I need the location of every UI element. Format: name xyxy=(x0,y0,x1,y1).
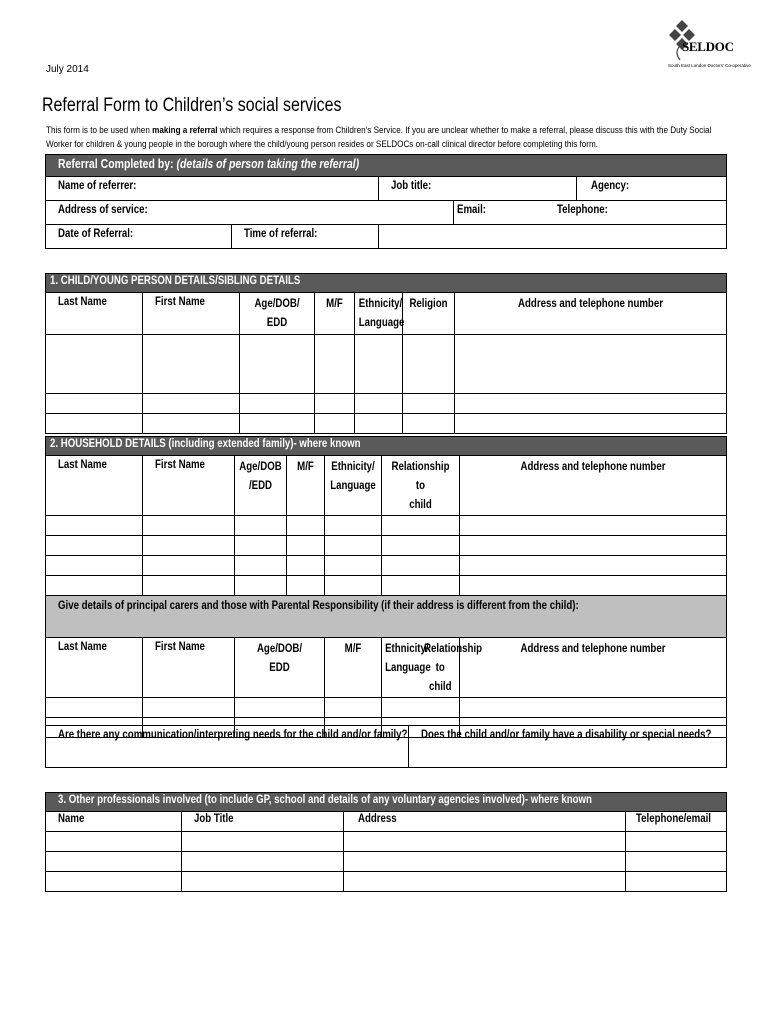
table-cell[interactable] xyxy=(403,394,455,414)
table-cell[interactable] xyxy=(460,536,727,556)
table-cell[interactable] xyxy=(344,872,626,892)
table-cell[interactable] xyxy=(382,698,460,718)
table-cell[interactable] xyxy=(325,536,382,556)
table-cell[interactable] xyxy=(315,394,355,414)
table-cell[interactable] xyxy=(344,832,626,852)
col-first-name: First Name xyxy=(143,293,240,335)
referral-heading: Referral Completed by: (details of person taking the referral) xyxy=(46,155,727,177)
telephone-label: Telephone: xyxy=(556,204,608,216)
table-cell[interactable] xyxy=(46,872,182,892)
table-cell[interactable] xyxy=(46,335,143,394)
col-last-name: Last Name xyxy=(46,638,143,698)
table-cell[interactable] xyxy=(403,414,455,434)
table-cell[interactable] xyxy=(240,335,315,394)
table-cell[interactable] xyxy=(287,556,325,576)
table-cell[interactable] xyxy=(235,536,287,556)
table-cell[interactable] xyxy=(235,698,325,718)
col-first-name: First Name xyxy=(143,456,235,516)
logo-name: SELDOC xyxy=(682,39,734,54)
table-cell[interactable] xyxy=(46,414,143,434)
table-cell[interactable] xyxy=(46,536,143,556)
col-address: Address and telephone number xyxy=(455,293,727,335)
table-cell[interactable] xyxy=(143,516,235,536)
page-title: Referral Form to Children’s social services xyxy=(42,95,342,116)
needs-table xyxy=(45,725,727,768)
table-cell[interactable] xyxy=(355,394,403,414)
table-cell[interactable] xyxy=(235,516,287,536)
table-cell[interactable] xyxy=(46,852,182,872)
disability-needs-field[interactable]: Does the child and/or family have a disability or special needs? xyxy=(409,726,727,768)
table-cell[interactable] xyxy=(143,698,235,718)
table-cell[interactable] xyxy=(315,414,355,434)
table-cell[interactable] xyxy=(382,556,460,576)
table-cell[interactable] xyxy=(626,832,727,852)
table-cell[interactable] xyxy=(382,536,460,556)
col-last-name: Last Name xyxy=(46,293,143,335)
table-cell[interactable] xyxy=(382,576,460,596)
table-cell[interactable] xyxy=(143,414,240,434)
col-age-dob: Age/DOB/ EDD xyxy=(240,293,315,335)
table-cell[interactable] xyxy=(455,414,727,434)
referral-table xyxy=(45,154,727,249)
table-cell[interactable] xyxy=(382,516,460,536)
table-cell[interactable] xyxy=(626,852,727,872)
child-details-table xyxy=(45,273,727,434)
table-cell[interactable] xyxy=(460,576,727,596)
table-cell[interactable] xyxy=(325,576,382,596)
table-cell[interactable] xyxy=(355,335,403,394)
table-cell[interactable] xyxy=(182,832,344,852)
table-cell[interactable] xyxy=(143,335,240,394)
household-table xyxy=(45,436,727,738)
service-address-field[interactable]: Address of service: xyxy=(46,201,454,225)
table-cell[interactable] xyxy=(46,832,182,852)
col-age-dob: Age/DOB/ EDD xyxy=(235,638,325,698)
col-mf: M/F xyxy=(315,293,355,335)
col-relationship: Relationship to child xyxy=(382,456,460,516)
table-cell[interactable] xyxy=(403,335,455,394)
table-cell[interactable] xyxy=(182,852,344,872)
carers-heading: Give details of principal carers and those with Parental Responsibility (if their address is different from the child): xyxy=(46,596,727,638)
table-cell[interactable] xyxy=(143,536,235,556)
col-last-name: Last Name xyxy=(46,456,143,516)
table-cell[interactable] xyxy=(240,394,315,414)
referral-time-field[interactable]: Time of referral: xyxy=(232,225,379,249)
referrer-name-field[interactable]: Name of referrer: xyxy=(46,177,379,201)
table-cell[interactable] xyxy=(287,536,325,556)
email-phone-field[interactable] xyxy=(454,201,727,225)
col-address: Address and telephone number xyxy=(460,638,727,698)
col-address: Address xyxy=(344,812,626,832)
col-telephone: Telephone/email xyxy=(626,812,727,832)
form-date: July 2014 xyxy=(46,64,89,75)
col-name: Name xyxy=(46,812,182,832)
table-cell[interactable] xyxy=(287,516,325,536)
col-age-dob: Age/DOB /EDD xyxy=(235,456,287,516)
table-cell[interactable] xyxy=(46,576,143,596)
table-cell[interactable] xyxy=(143,576,235,596)
table-cell[interactable] xyxy=(235,556,287,576)
referral-date-field[interactable]: Date of Referral: xyxy=(46,225,232,249)
referral-blank-cell[interactable] xyxy=(379,225,727,249)
table-cell[interactable] xyxy=(46,394,143,414)
table-cell[interactable] xyxy=(626,872,727,892)
col-mf: M/F xyxy=(325,638,382,698)
intro-text: This form is to be used when making a referral which requires a response from Children’s Service. If you are unclear whether to make a referral, please discuss this with the Duty Social Worker for children & young people in the borough where the child/young person resides or SELDOCs on-call clinical director before completing this form. xyxy=(46,125,712,150)
table-row xyxy=(46,556,727,576)
table-cell[interactable] xyxy=(460,698,727,718)
col-mf: M/F xyxy=(287,456,325,516)
table-row xyxy=(46,335,727,394)
table-cell[interactable] xyxy=(46,556,143,576)
table-cell[interactable] xyxy=(287,576,325,596)
table-cell[interactable] xyxy=(344,852,626,872)
section1-heading: 1. CHILD/YOUNG PERSON DETAILS/SIBLING DETAILS xyxy=(46,274,727,293)
col-job-title: Job Title xyxy=(182,812,344,832)
communication-needs-field[interactable]: Are there any communication/interpreting needs for the child and/or family? xyxy=(46,726,409,768)
table-cell[interactable] xyxy=(46,516,143,536)
agency-field[interactable]: Agency: xyxy=(577,177,727,201)
table-cell[interactable] xyxy=(325,516,382,536)
professionals-table xyxy=(45,792,727,892)
table-cell[interactable] xyxy=(143,394,240,414)
table-cell[interactable] xyxy=(182,872,344,892)
table-row xyxy=(46,832,727,852)
table-cell[interactable] xyxy=(143,556,235,576)
col-religion: Religion xyxy=(403,293,455,335)
table-cell[interactable] xyxy=(46,698,143,718)
table-cell[interactable] xyxy=(460,516,727,536)
table-row xyxy=(46,414,727,434)
table-row xyxy=(46,516,727,536)
logo-tagline: South East London Doctors' Co-operative xyxy=(668,63,751,68)
table-row xyxy=(46,872,727,892)
table-row xyxy=(46,536,727,556)
table-cell[interactable] xyxy=(355,414,403,434)
table-cell[interactable] xyxy=(455,335,727,394)
table-row xyxy=(46,698,727,718)
table-cell[interactable] xyxy=(325,556,382,576)
col-first-name: First Name xyxy=(143,638,235,698)
table-row xyxy=(46,852,727,872)
job-title-field[interactable]: Job title: xyxy=(379,177,577,201)
section2-heading: 2. HOUSEHOLD DETAILS (including extended family)- where known xyxy=(46,437,727,456)
table-row xyxy=(46,394,727,414)
col-ethnicity: Ethnicity/ Language xyxy=(355,293,403,335)
table-cell[interactable] xyxy=(315,335,355,394)
table-cell[interactable] xyxy=(455,394,727,414)
table-cell[interactable] xyxy=(325,698,382,718)
section3-heading: 3. Other professionals involved (to include GP, school and details of any voluntary agencies involved)- where known xyxy=(46,793,727,812)
email-label: Email: xyxy=(457,204,486,216)
table-cell[interactable] xyxy=(240,414,315,434)
table-cell[interactable] xyxy=(235,576,287,596)
table-row xyxy=(46,576,727,596)
col-address: Address and telephone number xyxy=(460,456,727,516)
col-ethnicity: Ethnicity/ Language xyxy=(325,456,382,516)
col-ethnicity-relationship: Ethnicity/ Language Relationship to child xyxy=(382,638,460,698)
table-cell[interactable] xyxy=(460,556,727,576)
